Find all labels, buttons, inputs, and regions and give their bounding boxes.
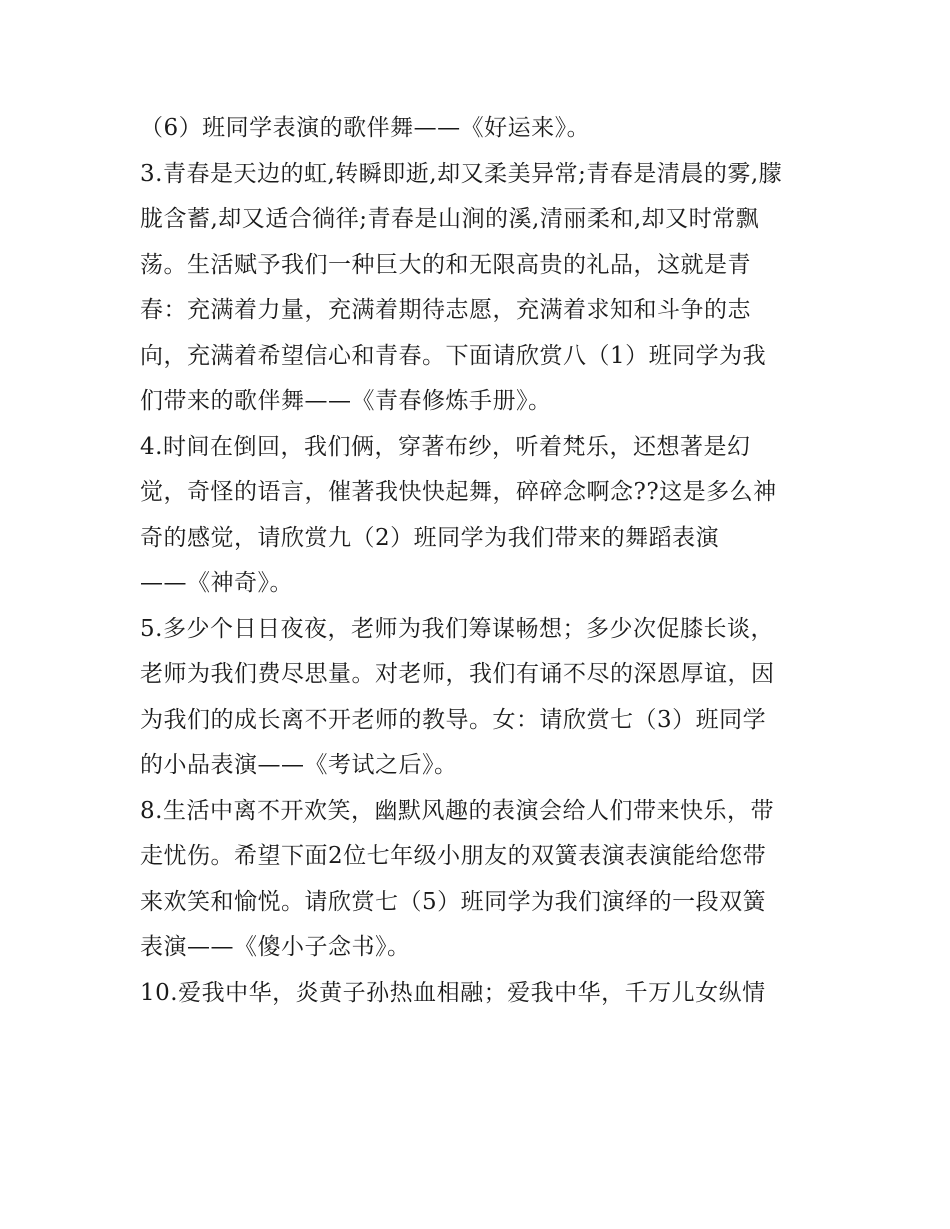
text-line: 的小品表演——《考试之后》。 — [140, 752, 458, 778]
text-line: 10.爱我中华，炎黄子孙热血相融；爱我中华，千万儿女纵情 — [140, 979, 766, 1006]
text-line: 5.多少个日日夜夜，老师为我们筹谋畅想；多少次促膝长谈， — [140, 615, 774, 642]
text-line: 老师为我们费尽思量。对老师，我们有诵不尽的深恩厚谊，因 — [140, 661, 775, 687]
text-line: 来欢笑和愉悦。请欣赏七（5）班同学为我们演绎的一段双簧 — [140, 888, 767, 915]
text-line: 为我们的成长离不开老师的教导。女：请欣赏七（3）班同学 — [140, 706, 767, 733]
text-line: 荡。生活赋予我们一种巨大的和无限高贵的礼品，这就是青 — [140, 251, 751, 278]
text-line: ——《神奇》。 — [140, 570, 293, 596]
text-line: 4.时间在倒回，我们俩，穿著布纱，听着梵乐，还想著是幻 — [140, 433, 751, 460]
text-line: 表演——《傻小子念书》。 — [140, 934, 411, 960]
text-line: 们带来的歌伴舞——《青春修炼手册》。 — [140, 388, 552, 414]
text-line: 春：充满着力量，充满着期待志愿，充满着求知和斗争的志 — [140, 297, 751, 323]
document-body — [140, 106, 820, 1016]
text-line: 8.生活中离不开欢笑，幽默风趣的表演会给人们带来快乐，带 — [140, 797, 774, 824]
text-line: （6）班同学表演的歌伴舞——《好运来》。 — [140, 115, 591, 141]
text-line: 向，充满着希望信心和青春。下面请欣赏八（1）班同学为我 — [140, 342, 767, 369]
text-line: 胧含蓄,却又适合徜徉;青春是山涧的溪,清丽柔和,却又时常飘 — [140, 206, 760, 232]
text-line: 觉，奇怪的语言，催著我快快起舞，碎碎念啊念??这是多么神 — [140, 479, 777, 505]
text-line: 走忧伤。希望下面2位七年级小朋友的双簧表演表演能给您带 — [140, 843, 767, 869]
text-line: 3.青春是天边的虹,转瞬即逝,却又柔美异常;青春是清晨的雾,朦 — [140, 160, 783, 187]
text-line: 奇的感觉，请欣赏九（2）班同学为我们带来的舞蹈表演 — [140, 524, 720, 551]
